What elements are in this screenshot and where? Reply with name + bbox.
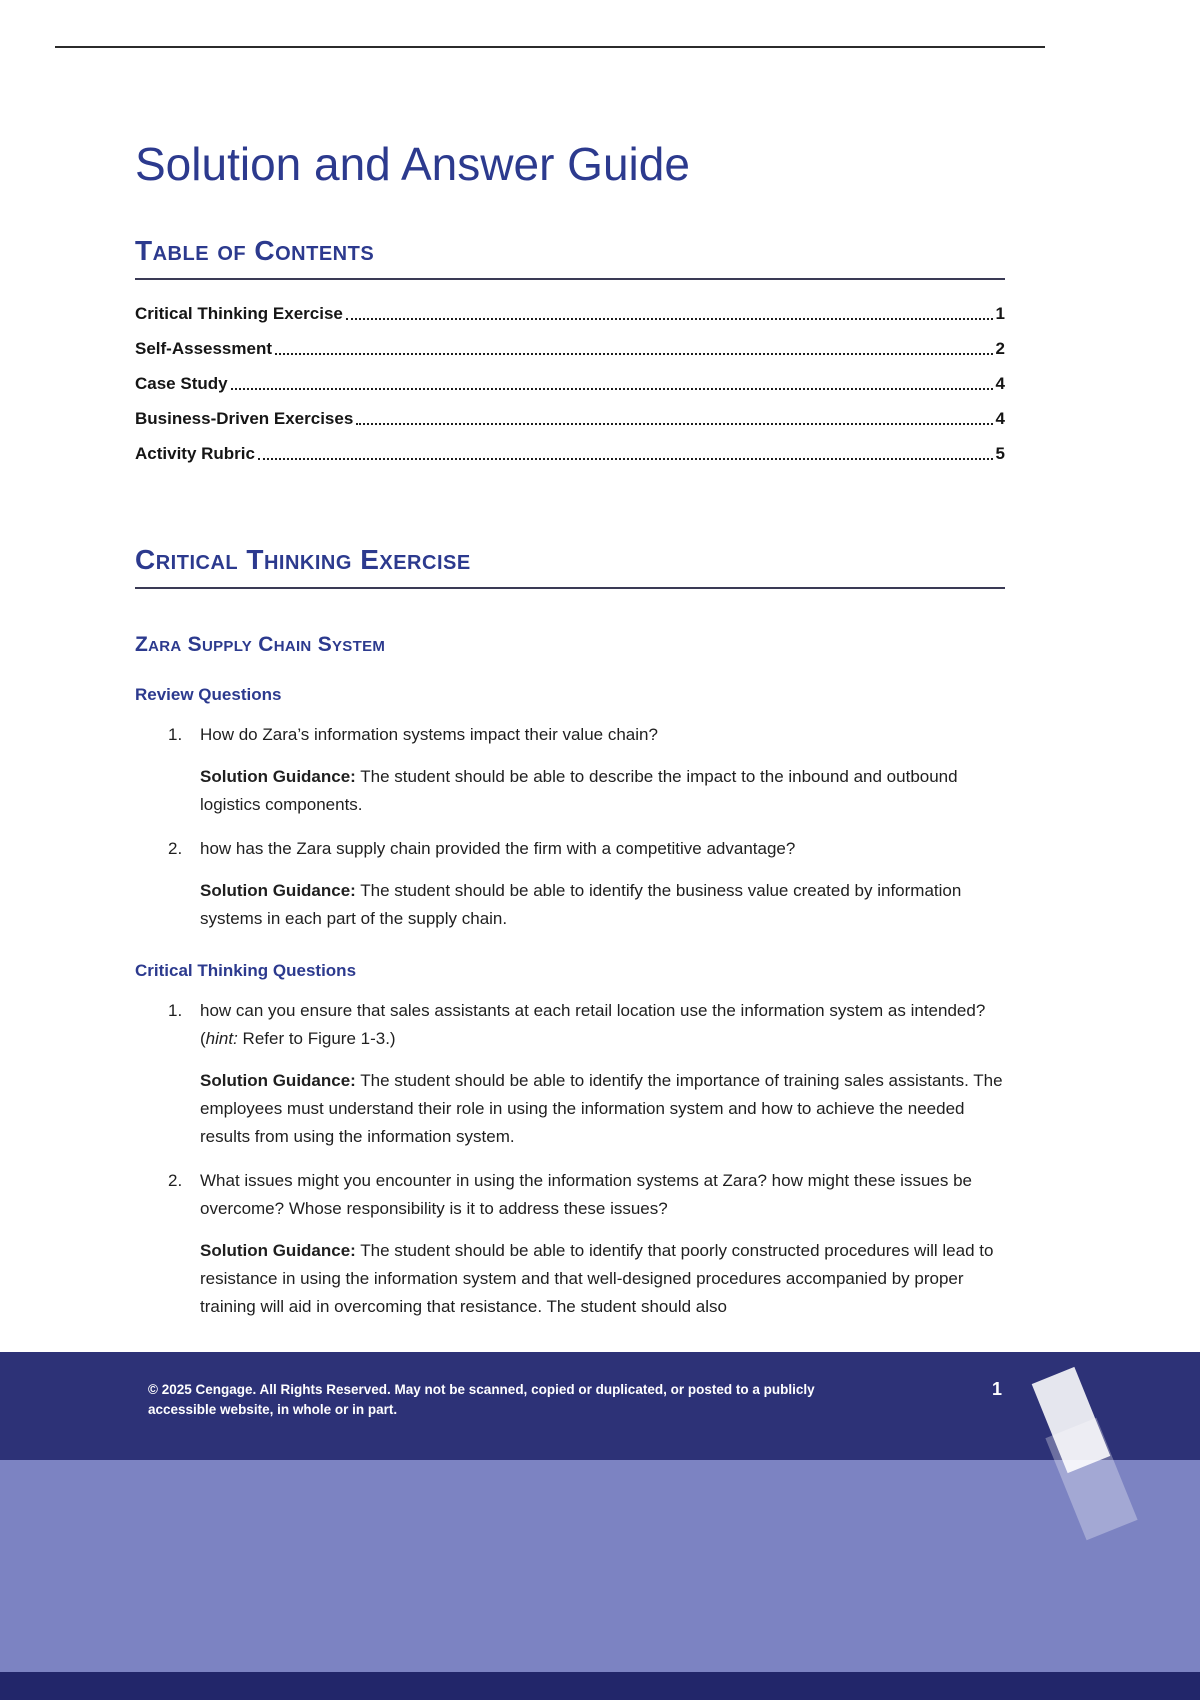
critical-question-2 — [135, 1167, 1005, 1321]
page-title: Solution and Answer Guide — [135, 138, 690, 190]
guidance-text: The student should be able to identify the importance of training sales assistants. The employees must understand their role in using the information system and how to achieve the needed results from using the information system. — [200, 1070, 1003, 1146]
toc-entry-page: 5 — [995, 443, 1005, 463]
toc-entry-page: 4 — [995, 373, 1005, 393]
toc-entry-page: 4 — [995, 408, 1005, 428]
critical-thinking-questions-heading: Critical Thinking Questions — [135, 960, 357, 980]
toc-entry-label: Self-Assessment — [135, 338, 273, 358]
toc-entry-page: 1 — [995, 303, 1005, 323]
table-of-contents — [135, 304, 1005, 464]
toc-heading: Table of Contents — [135, 235, 1005, 280]
question-text: What issues might you encounter in using the information systems at Zara? how might these issues be overcome? Whose responsibility is it to address these issues? — [200, 1170, 972, 1218]
toc-entry-business-driven[interactable] — [135, 409, 1005, 429]
toc-entry-label: Critical Thinking Exercise — [135, 303, 343, 323]
toc-dot-leader — [346, 317, 993, 320]
review-question-2 — [135, 835, 1005, 933]
toc-dot-leader — [275, 352, 993, 355]
toc-entry-label: Activity Rubric — [135, 443, 255, 463]
hint-label: hint: — [205, 1028, 238, 1048]
guidance-label: Solution Guidance: — [200, 766, 356, 786]
toc-entry-page: 2 — [995, 338, 1005, 358]
toc-entry-critical-thinking[interactable] — [135, 304, 1005, 324]
toc-entry-case-study[interactable] — [135, 374, 1005, 394]
copyright-text: © 2025 Cengage. All Rights Reserved. May not be scanned, copied or duplicated, or posted to a publicly accessible website, in whole or in part. — [148, 1382, 815, 1417]
toc-dot-leader — [258, 457, 993, 460]
solution-guidance — [200, 1067, 1005, 1151]
subsection-heading-zara-supply-chain: Zara Supply Chain System — [135, 632, 386, 656]
guidance-text: The student should be able to identify that poorly constructed procedures will lead to resistance in using the information system and that well-designed procedures accompanied by proper training will aid in overcoming that resistance. The student should also — [200, 1240, 994, 1316]
footer-light-band — [0, 1460, 1200, 1672]
toc-entry-label: Business-Driven Exercises — [135, 408, 354, 428]
review-questions-heading: Review Questions — [135, 684, 282, 704]
solution-guidance — [200, 763, 1005, 819]
question-text: How do Zara’s information systems impact their value chain? — [200, 724, 658, 744]
guidance-text: The student should be able to describe the impact to the inbound and outbound logistics components. — [200, 766, 958, 814]
question-number: 2. — [168, 1170, 183, 1190]
guidance-text: The student should be able to identify the business value created by information systems in each part of the supply chain. — [200, 880, 962, 928]
guidance-label: Solution Guidance: — [200, 1240, 356, 1260]
question-text: how has the Zara supply chain provided the firm with a competitive advantage? — [200, 838, 796, 858]
review-question-1 — [135, 721, 1005, 819]
solution-guidance — [200, 1237, 1005, 1321]
toc-dot-leader — [356, 422, 992, 425]
section-heading-critical-thinking-exercise: Critical Thinking Exercise — [135, 544, 1005, 589]
toc-dot-leader — [231, 387, 993, 390]
question-number: 1. — [168, 1000, 183, 1020]
question-text: how can you ensure that sales assistants at each retail location use the information system as intended? (hint: Refer to Figure 1-3.) — [200, 1000, 986, 1048]
question-number: 1. — [168, 724, 183, 744]
footer-bottom-strip — [0, 1672, 1200, 1700]
solution-guidance — [200, 877, 1005, 933]
footer-page-number: 1 — [991, 1379, 1002, 1399]
toc-entry-self-assessment[interactable] — [135, 339, 1005, 359]
footer — [0, 1352, 1200, 1460]
page-content — [135, 0, 1005, 1321]
critical-question-1 — [135, 997, 1005, 1151]
toc-entry-activity-rubric[interactable] — [135, 444, 1005, 464]
guidance-label: Solution Guidance: — [200, 1070, 356, 1090]
guidance-label: Solution Guidance: — [200, 880, 356, 900]
toc-entry-label: Case Study — [135, 373, 228, 393]
question-number: 2. — [168, 838, 183, 858]
